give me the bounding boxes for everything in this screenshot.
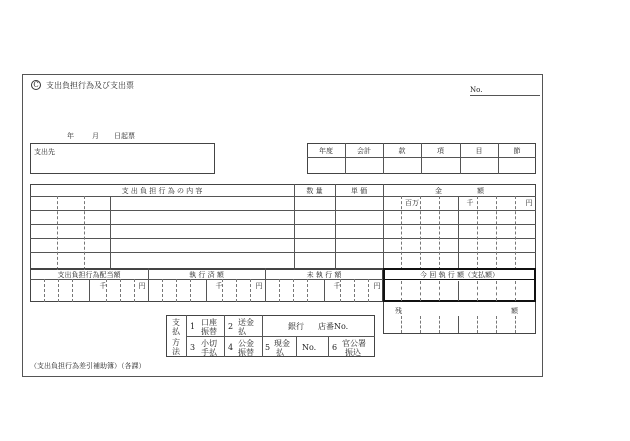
main-row-line [30,224,536,225]
executed-unit-sen: 千 [215,282,223,290]
opt2-line-b: 払 [238,327,246,336]
summary-dash-line [279,279,280,302]
main-col-line [383,184,384,270]
main-row-line [30,252,536,253]
unexecuted-unit-en: 円 [373,282,381,290]
opt1-line-b: 振替 [201,327,217,336]
payment-col-line [186,315,187,357]
payment-no-label: No. [302,343,317,352]
summary-current-header: 今 回 執 行 額（支払額） [420,271,499,279]
summary-dash-line [190,279,191,302]
amount-col-line [458,196,459,270]
amount-dash-line [439,196,440,270]
branch-label: 店番No. [318,322,349,331]
unit-sen: 千 [466,199,474,207]
form-title: 支出負担行為及び支出票 [46,81,134,90]
alloc-unit-sen: 千 [99,282,107,290]
opt2-line-a: 送金 [238,318,254,327]
budget-header-kou: 項 [437,147,444,155]
balance-col-line [458,316,459,333]
balance-dash-line [496,316,497,333]
opt3-line-a: 小切 [201,339,217,348]
amount-dash-line [401,196,402,270]
opt4-line-a: 公金 [238,339,254,348]
circle-mark: C [31,80,41,90]
current-dash-line [515,281,516,301]
opt5-line-b: 払 [276,348,284,357]
number-label: No. [470,86,483,94]
balance-dash-line [477,316,478,333]
summary-dash-line [293,279,294,302]
current-dash-line [439,281,440,301]
opt5-number: 5 [265,343,271,352]
main-dash-line [84,196,85,270]
main-row-line [30,238,536,239]
budget-header-fiscal-year: 年度 [319,147,333,155]
opt3-line-b: 手払 [201,348,217,357]
current-dash-line [477,281,478,301]
payee-box[interactable] [30,143,215,174]
main-header-line [30,196,536,197]
current-dash-line [496,281,497,301]
summary-col-line [324,279,325,302]
summary-allocation-header: 支出負担行為配当額 [57,271,121,279]
payment-col-line [328,336,329,357]
number-underline [470,95,540,96]
executed-unit-en: 円 [255,282,263,290]
main-dash-line [57,196,58,270]
amount-dash-line [515,196,516,270]
opt4-line-b: 振替 [238,348,254,357]
summary-unexecuted-header: 未 執 行 額 [306,271,342,279]
opt2-number: 2 [228,322,234,331]
opt6-line-b: 振込 [345,348,361,357]
opt6-number: 6 [332,343,338,352]
footer-note: （支出負担行為差引補助簿）（各課） [30,362,146,370]
payment-col-line [262,315,263,357]
opt4-number: 4 [228,343,234,352]
summary-dash-line [307,279,308,302]
main-col-line [335,184,336,270]
opt3-number: 3 [190,343,196,352]
balance-dash-line [420,316,421,333]
balance-suffix: 額 [511,307,518,315]
payee-label: 支出先 [34,148,55,156]
summary-dash-line [236,279,237,302]
header-content: 支 出 負 担 行 為 の 内 容 [121,187,203,195]
summary-dash-line [368,279,369,302]
summary-dash-line [72,279,73,302]
opt6-line-a: 官公署 [342,339,366,348]
balance-dash-line [439,316,440,333]
main-row-line [30,210,536,211]
payment-label-top: 支払 [172,318,180,336]
summary-dash-line [162,279,163,302]
budget-header-kan: 款 [398,147,406,155]
summary-dash-line [58,279,59,302]
unit-en: 円 [525,199,533,207]
balance-label: 残 [395,307,402,315]
payment-col-line [224,315,225,357]
amount-dash-line [477,196,478,270]
summary-executed-header: 執 行 済 額 [189,271,224,279]
unit-hyakuman: 百万 [405,199,419,207]
alloc-unit-en: 円 [138,282,146,290]
header-amount: 金 額 [435,187,484,195]
amount-dash-line [496,196,497,270]
summary-dash-line [176,279,177,302]
budget-header-moku: 目 [475,147,483,155]
summary-dash-line [134,279,135,302]
current-dash-line [420,281,421,301]
header-quantity: 数 量 [306,187,323,195]
balance-dash-line [401,316,402,333]
balance-dash-line [515,316,516,333]
opt1-number: 1 [190,322,196,331]
current-col-line [458,281,459,301]
summary-col-line [89,279,90,302]
main-col-line [110,196,111,270]
summary-dash-line [250,279,251,302]
budget-header-account: 会計 [357,147,371,155]
bank-label: 銀行 [288,322,304,331]
unexecuted-unit-sen: 千 [333,282,341,290]
date-suffix-label: 日起票 [114,132,135,140]
opt1-line-a: 口座 [201,318,217,327]
date-month-label: 月 [92,132,99,140]
summary-dash-line [354,279,355,302]
main-col-line [294,184,295,270]
summary-dash-line [120,279,121,302]
date-year-label: 年 [67,132,74,140]
current-dash-line [401,281,402,301]
header-unit-price: 単 価 [350,187,368,195]
budget-header-setsu: 節 [513,147,521,155]
payment-col-line [296,336,297,357]
payment-label-bottom: 方法 [172,338,180,356]
opt5-line-a: 現金 [274,339,290,348]
summary-dash-line [44,279,45,302]
summary-col-line [206,279,207,302]
